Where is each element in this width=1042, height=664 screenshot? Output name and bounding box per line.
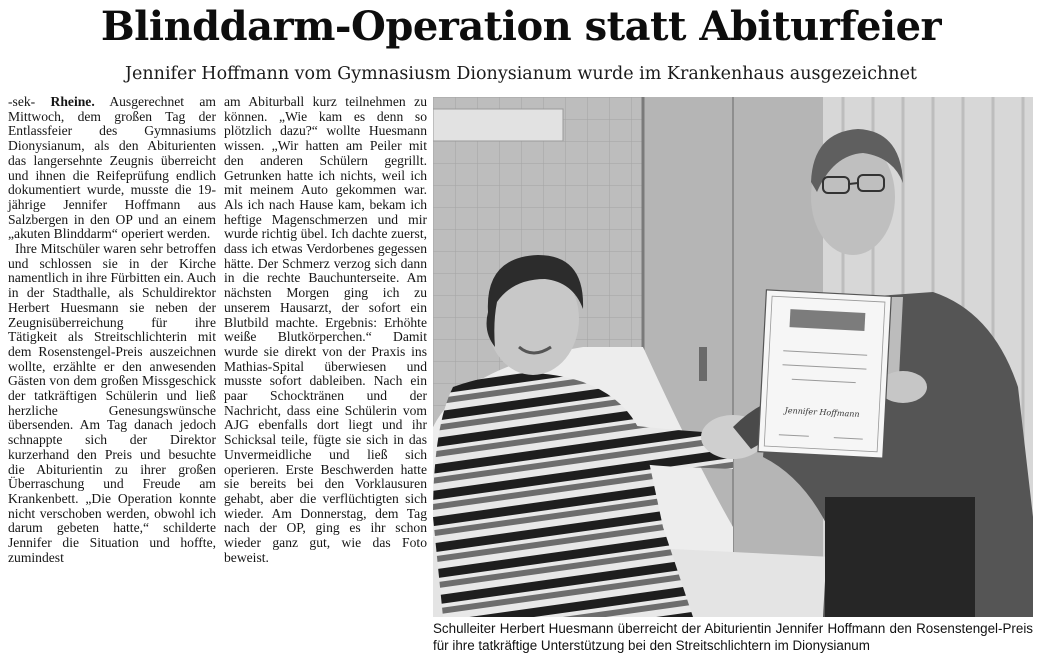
article-column-2	[224, 95, 427, 566]
headline: Blinddarm-Operation statt Abiturfeier	[100, 3, 942, 50]
dateline-prefix: -sek-	[8, 94, 36, 109]
certificate-name: Jennifer Hoffmann	[784, 405, 860, 419]
paragraph-text: Ausgerechnet am Mittwoch, dem großen Tag der Entlassfeier des Gymnasiums Dionysianum, als den Abiturienten das langersehnte Zeugnis überreicht und ihnen die Reifeprüfung endlich dokumentiert wurde, musste die 19-jährige Jennifer Hoffmann aus Salzbergen in den OP und an einem „akuten Blinddarm“ operiert werden.	[8, 94, 216, 242]
door-handle	[699, 347, 707, 381]
dateline	[8, 94, 95, 109]
article-photo	[433, 97, 1033, 617]
certificate	[758, 290, 891, 458]
article-paragraph	[8, 95, 216, 242]
dateline-place: Rheine.	[50, 94, 95, 109]
article-column-1	[8, 95, 216, 566]
photo-illustration	[433, 97, 1033, 617]
wall-lamp	[433, 109, 563, 141]
subheadline: Jennifer Hoffmann vom Gymnasiusm Dionysianum wurde im Krankenhaus ausgezeichnet	[125, 64, 917, 84]
article-paragraph: Ihre Mitschüler waren sehr betroffen und schlossen sie in der Kirche namentlich in ihre Fürbitten ein. Auch in der Stadthalle, als Schuldirektor Herbert Huesmann sie neben der Zeugnisüberreichung für ihre Tätigkeit als Streitschlichterin mit dem Rosenstengel-Preis auszeichnen wollte, erzählte er den anwesenden Gästen von dem großen Missgeschick der tatkräftigen Schülerin und ließ herzliche Genesungswünsche übersenden. Am Tag danach jedoch schnappte sich der Direktor kurzerhand den Preis und besuchte die Abiturientin zu ihrer großen Überraschung und Freude am Krankenbett. „Die Operation konnte nicht verschoben werden, obwohl ich darum gebeten hatte,“ schilderte Jennifer die Situation und hoffte, zumindest	[8, 241, 216, 565]
man-trousers	[825, 497, 975, 617]
photo-caption: Schulleiter Herbert Huesmann überreicht der Abiturientin Jennifer Hoffmann den Rosenstengel-Preis für ihre tatkräftige Unterstützung bei den Streitschlichtern im Dionysianum	[433, 621, 1033, 653]
article-paragraph: am Abiturball kurz teilnehmen zu können. „Wie kam es denn so plötzlich dazu?“ wollte Huesmann wissen. „Wir hatten am Peiler mit den anderen Schülern gegrillt. Getrunken hatte ich nichts, weil ich mit meinem Auto gekommen war. Als ich nach Hause kam, bekam ich heftige Magenschmerzen und mir wurde richtig übel. Ich dachte zuerst, dass ich etwas Verdorbenes gegessen hätte. Der Schmerz verzog sich dann in die rechte Bauchunterseite. Am nächsten Morgen ging ich zu unserem Hausarzt, der sofort ein Blutbild machte. Ergebnis: Erhöhte weiße Blutkörperchen.“ Damit wurde sie direkt von der Praxis ins Mathias-Spital überwiesen und musste sofort dableiben. Nach ein paar Schocktränen und der Nachricht, dass eine Schülerin vom AJG ebenfalls dort liegt und ihr Schicksal teile, fügte sie sich in das Unvermeidliche und ließ sich operieren. Erste Beschwerden hatte sie bereits bei den Vorklausuren gehabt, aber die verflüchtigten sich wieder. Am Donnerstag, dem Tag nach der OP, ging es ihr schon wieder ganz gut, wie das Foto beweist.	[224, 94, 427, 565]
